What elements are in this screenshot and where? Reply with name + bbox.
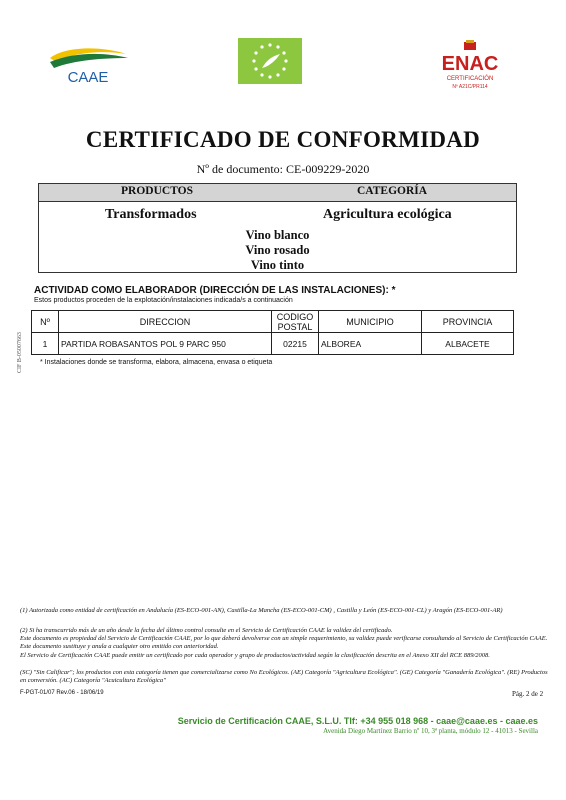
product-item: Vino tinto — [250, 258, 305, 272]
enac-logo — [430, 40, 510, 92]
crown-icon — [464, 40, 476, 50]
header-municipality: MUNICIPIO — [319, 311, 422, 333]
products-box — [38, 183, 517, 273]
enac-sub2: Nº A21C/PR114 — [452, 84, 488, 90]
cell-municipality: ALBOREA — [319, 333, 422, 355]
enac-logo-text: ENAC — [441, 53, 499, 75]
product-category: Agricultura ecológica — [323, 207, 452, 222]
product-item: Vino blanco — [245, 228, 310, 242]
installations-note: * Instalaciones donde se transforma, elabora, almacena, envasa o etiqueta — [40, 359, 273, 366]
enac-sub1: CERTIFICACIÓN — [446, 76, 494, 82]
footnote-4: El Servicio de Certificación CAAE puede emitir un certificado por cada operador y grupo de productos/actividad según la clasificación descrita en el Anexo XII del RCE 889/2008. — [20, 652, 490, 659]
products-header-label: PRODUCTOS — [121, 185, 193, 197]
document-number: Nº de documento: CE-009229-2020 — [196, 162, 370, 176]
footnote-5: (SC) "Sin Calificar"; los productos con esta categoría tienen que comercializarse como No Ecológicos. (AE) Categoría "Agricultura Ecológica". (GE) Categoría "Ganadería Ecológica". (RE) Productos en conversión. (AC) Categoría "Acuicultura Ecológica" — [20, 669, 548, 684]
cell-address: PARTIDA ROBASANTOS POL 9 PARC 950 — [59, 333, 272, 355]
cell-postal-code: 02215 — [272, 333, 319, 355]
header-province: PROVINCIA — [422, 311, 514, 333]
category-header-label: CATEGORÍA — [357, 185, 428, 197]
header-address: DIRECCION — [59, 311, 272, 333]
cell-number: 1 — [32, 333, 59, 355]
address-line: Avenida Diego Martínez Barrio nº 10, 3ª planta, módulo 12 - 41013 - Sevilla — [323, 727, 538, 735]
activity-title: ACTIVIDAD COMO ELABORADOR (DIRECCIÓN DE LAS INSTALACIONES): * — [34, 285, 396, 296]
svg-text:CIF B-05007663: CIF B-05007663 — [17, 332, 23, 373]
contact-line: Servicio de Certificación CAAE, S.L.U. Tlf: +34 955 018 968 - caae@caae.es - caae.es — [177, 716, 538, 726]
side-code — [10, 305, 26, 375]
footnote-1: (1) Autorizada como entidad de certificación en Andalucía (ES-ECO-001-AN), Castilla-La Mancha (ES-ECO-001-CM) , Castilla y León (ES-ECO-001-CL) y Aragón (ES-ECO-001-AR) — [20, 607, 503, 614]
caae-logo-text: CAAE — [67, 69, 109, 86]
page-number: Pág. 2 de 2 — [512, 690, 544, 698]
form-code: F-PGT-01/07 Rev.06 - 18/06/19 — [20, 690, 104, 696]
installations-table — [31, 310, 514, 355]
product-type: Transformados — [105, 207, 197, 222]
table-row — [32, 333, 514, 355]
table-header-row — [32, 311, 514, 333]
footnote-2: (2) Si ha transcurrido más de un año desde la fecha del último control consulte en el Servicio de Certificación CAAE la validez del certificado. — [20, 627, 393, 634]
activity-subtitle: Estos productos proceden de la explotación/instalaciones indicada/s a continuación — [34, 297, 293, 304]
header-number: Nº — [32, 311, 59, 333]
caae-logo — [44, 38, 132, 86]
page-title: CERTIFICADO DE CONFORMIDAD — [85, 127, 481, 152]
product-item: Vino rosado — [245, 243, 310, 257]
header-postal-code: CODIGO POSTAL — [272, 311, 319, 333]
eu-organic-logo — [238, 38, 302, 84]
products-header — [39, 184, 516, 202]
cell-province: ALBACETE — [422, 333, 514, 355]
footnote-3: Este documento es propiedad del Servicio de Certificación CAAE, por lo que deberá devolverse con un simple requerimiento, su validez puede verificarse consultando al Servicio de Certificación CAAE. Este documento sustituye y anula a cualquier otro emitido con anterioridad. — [20, 635, 548, 650]
